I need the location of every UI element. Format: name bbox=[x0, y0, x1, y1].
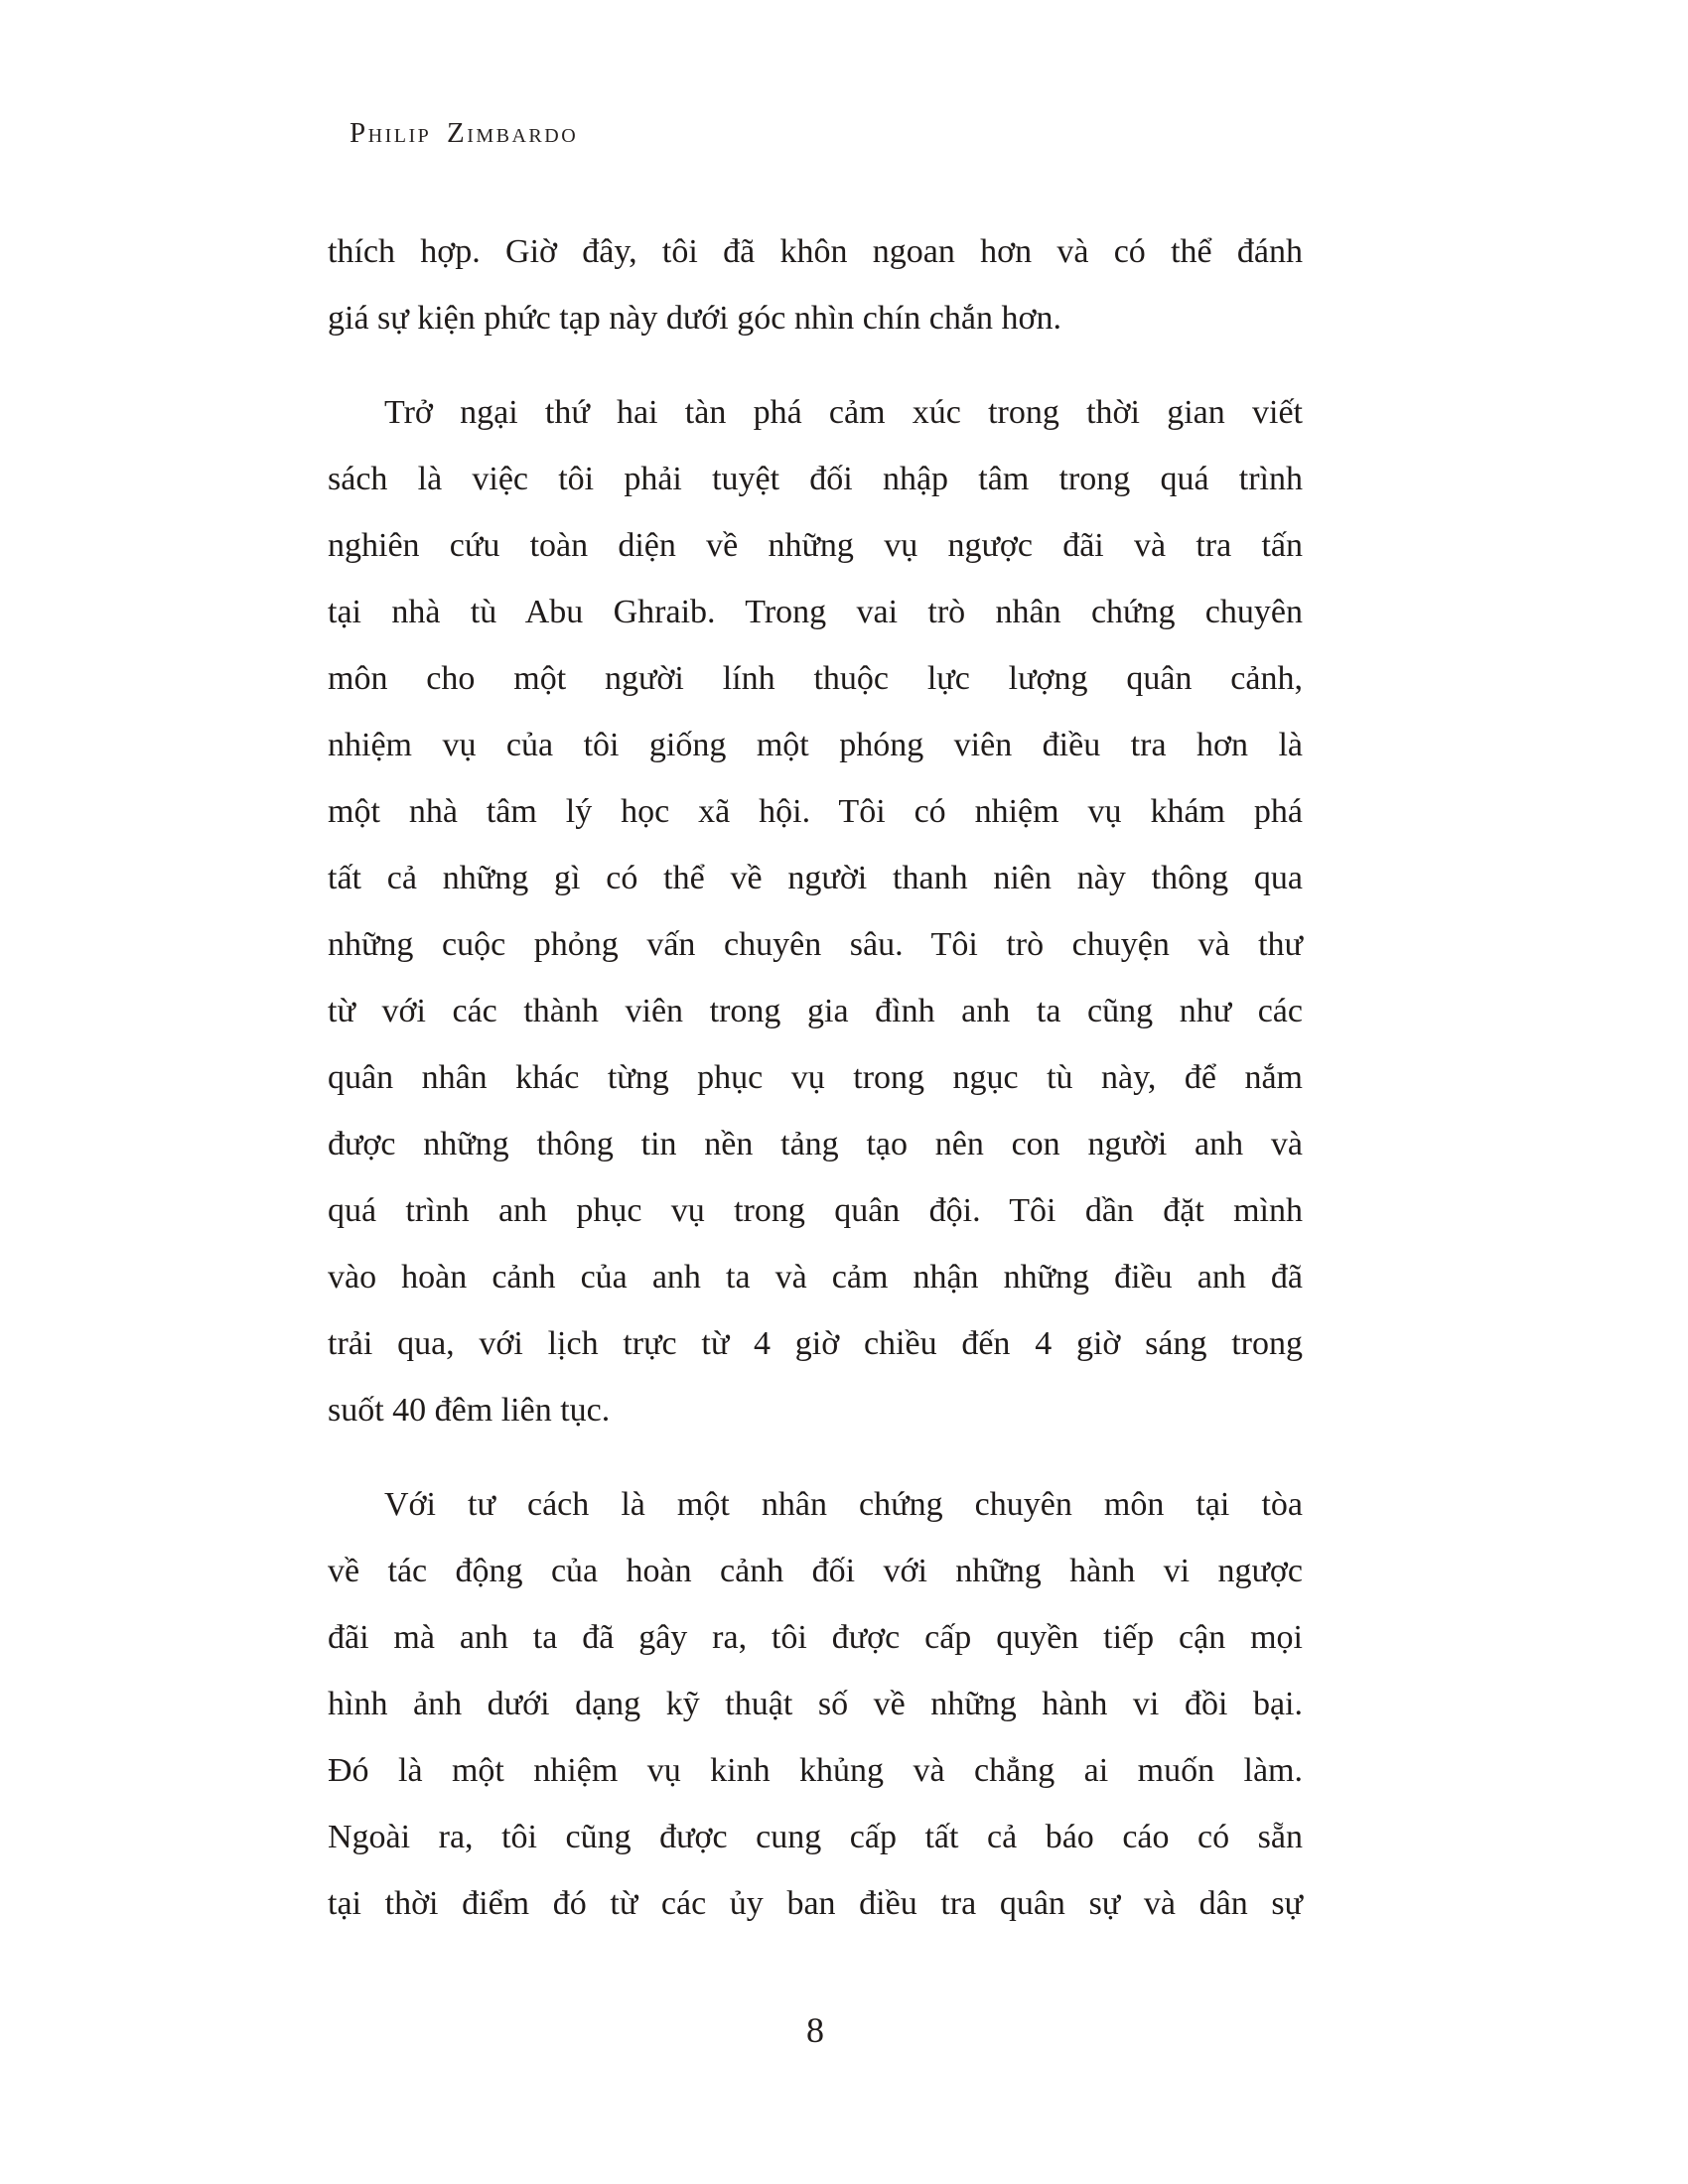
page-body-text bbox=[328, 218, 1303, 1937]
text-line: giá sự kiện phức tạp này dưới góc nhìn chín chắn hơn. bbox=[328, 300, 1061, 337]
text-line: từ với các thành viên trong gia đình anh ta cũng như các bbox=[328, 993, 1303, 1029]
text-line: môn cho một người lính thuộc lực lượng quân cảnh, bbox=[328, 660, 1303, 697]
text-line: về tác động của hoàn cảnh đối với những hành vi ngược bbox=[328, 1553, 1303, 1589]
text-line: hình ảnh dưới dạng kỹ thuật số về những hành vi đồi bại. bbox=[328, 1686, 1303, 1722]
text-line: suốt 40 đêm liên tục. bbox=[328, 1392, 611, 1429]
text-line: nhiệm vụ của tôi giống một phóng viên điều tra hơn là bbox=[328, 727, 1303, 763]
paragraph-3 bbox=[328, 1471, 1303, 1937]
text-line: Trở ngại thứ hai tàn phá cảm xúc trong thời gian viết bbox=[384, 394, 1303, 431]
text-line: được những thông tin nền tảng tạo nên con người anh và bbox=[328, 1126, 1303, 1162]
text-line: vào hoàn cảnh của anh ta và cảm nhận những điều anh đã bbox=[328, 1259, 1303, 1296]
text-line: nghiên cứu toàn diện về những vụ ngược đãi và tra tấn bbox=[328, 527, 1303, 564]
text-line: thích hợp. Giờ đây, tôi đã khôn ngoan hơn và có thể đánh bbox=[328, 233, 1303, 270]
page-number: 8 bbox=[806, 2010, 824, 2050]
text-line: tại nhà tù Abu Ghraib. Trong vai trò nhân chứng chuyên bbox=[328, 594, 1303, 630]
text-line: Ngoài ra, tôi cũng được cung cấp tất cả báo cáo có sẵn bbox=[328, 1819, 1303, 1855]
text-line: sách là việc tôi phải tuyệt đối nhập tâm trong quá trình bbox=[328, 461, 1303, 497]
paragraph-continuation bbox=[328, 218, 1303, 351]
running-header-author: Philip Zimbardo bbox=[350, 117, 579, 149]
text-line: tại thời điểm đó từ các ủy ban điều tra quân sự và dân sự bbox=[328, 1885, 1303, 1922]
text-line: quá trình anh phục vụ trong quân đội. Tôi dần đặt mình bbox=[328, 1192, 1303, 1229]
text-line: trải qua, với lịch trực từ 4 giờ chiều đến 4 giờ sáng trong bbox=[328, 1325, 1303, 1362]
text-line: tất cả những gì có thể về người thanh niên này thông qua bbox=[328, 860, 1303, 896]
text-line: Đó là một nhiệm vụ kinh khủng và chẳng ai muốn làm. bbox=[328, 1752, 1303, 1789]
text-line: một nhà tâm lý học xã hội. Tôi có nhiệm vụ khám phá bbox=[328, 793, 1303, 830]
text-line: đãi mà anh ta đã gây ra, tôi được cấp quyền tiếp cận mọi bbox=[328, 1619, 1303, 1656]
text-line: những cuộc phỏng vấn chuyên sâu. Tôi trò chuyện và thư bbox=[328, 926, 1303, 963]
paragraph-2 bbox=[328, 379, 1303, 1443]
text-line: quân nhân khác từng phục vụ trong ngục tù này, để nắm bbox=[328, 1059, 1303, 1096]
text-line: Với tư cách là một nhân chứng chuyên môn tại tòa bbox=[384, 1486, 1303, 1523]
